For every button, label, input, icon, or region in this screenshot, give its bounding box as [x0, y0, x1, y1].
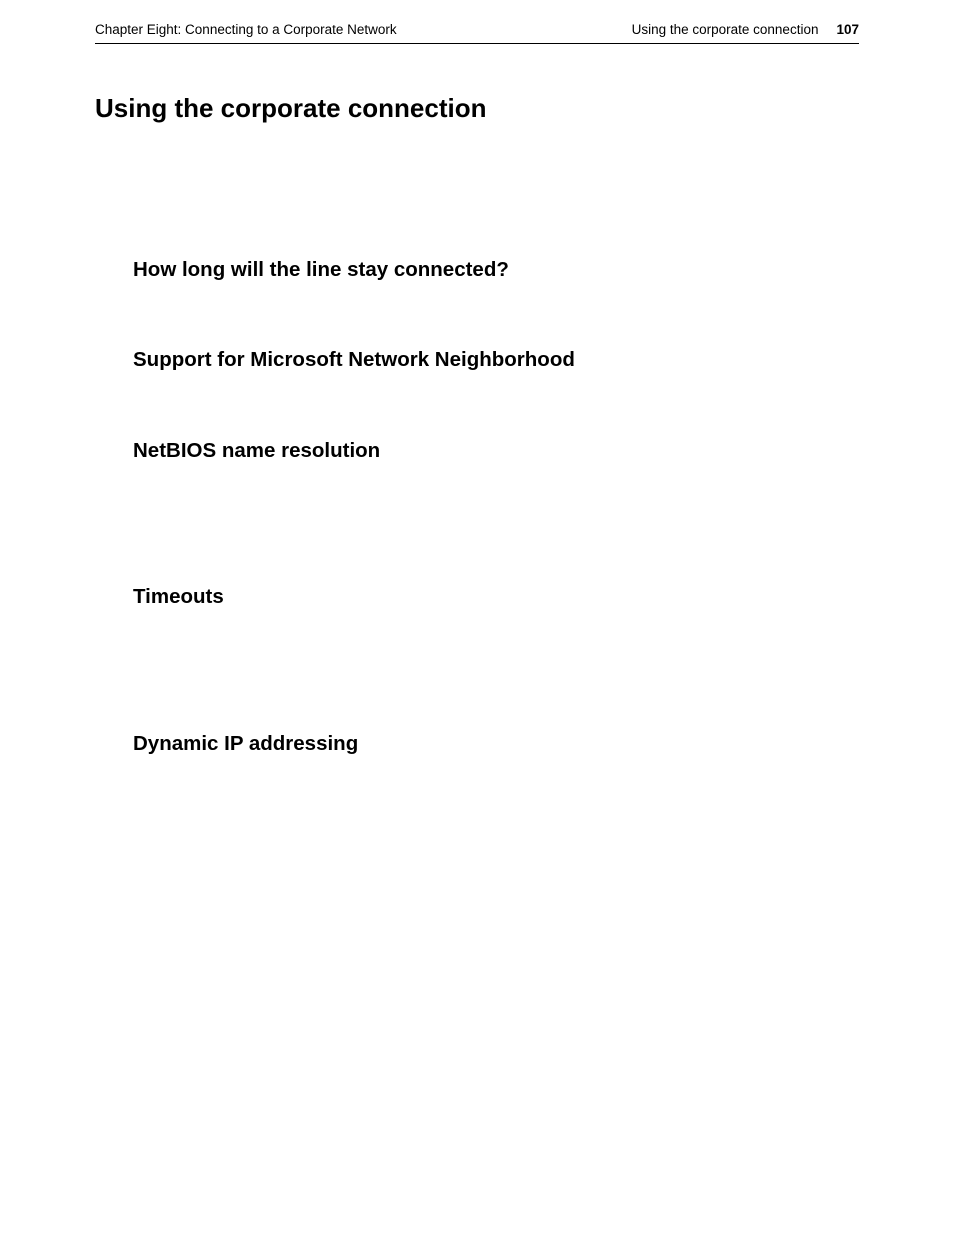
- subheading-network-neighborhood: Support for Microsoft Network Neighborhood: [133, 348, 575, 371]
- header-right: [632, 22, 859, 37]
- subheading-netbios: NetBIOS name resolution: [133, 439, 381, 462]
- page-number: 107: [836, 22, 859, 37]
- subheading-timeouts: Timeouts: [133, 585, 224, 608]
- page-title: Using the corporate connection: [95, 93, 487, 123]
- subheading-dynamic-ip: Dynamic IP addressing: [133, 732, 359, 755]
- running-header: [95, 20, 859, 44]
- section-title: Using the corporate connection: [631, 22, 819, 37]
- chapter-title: Chapter Eight: Connecting to a Corporate Network: [95, 22, 397, 37]
- subheading-line-connected: How long will the line stay connected?: [133, 258, 509, 281]
